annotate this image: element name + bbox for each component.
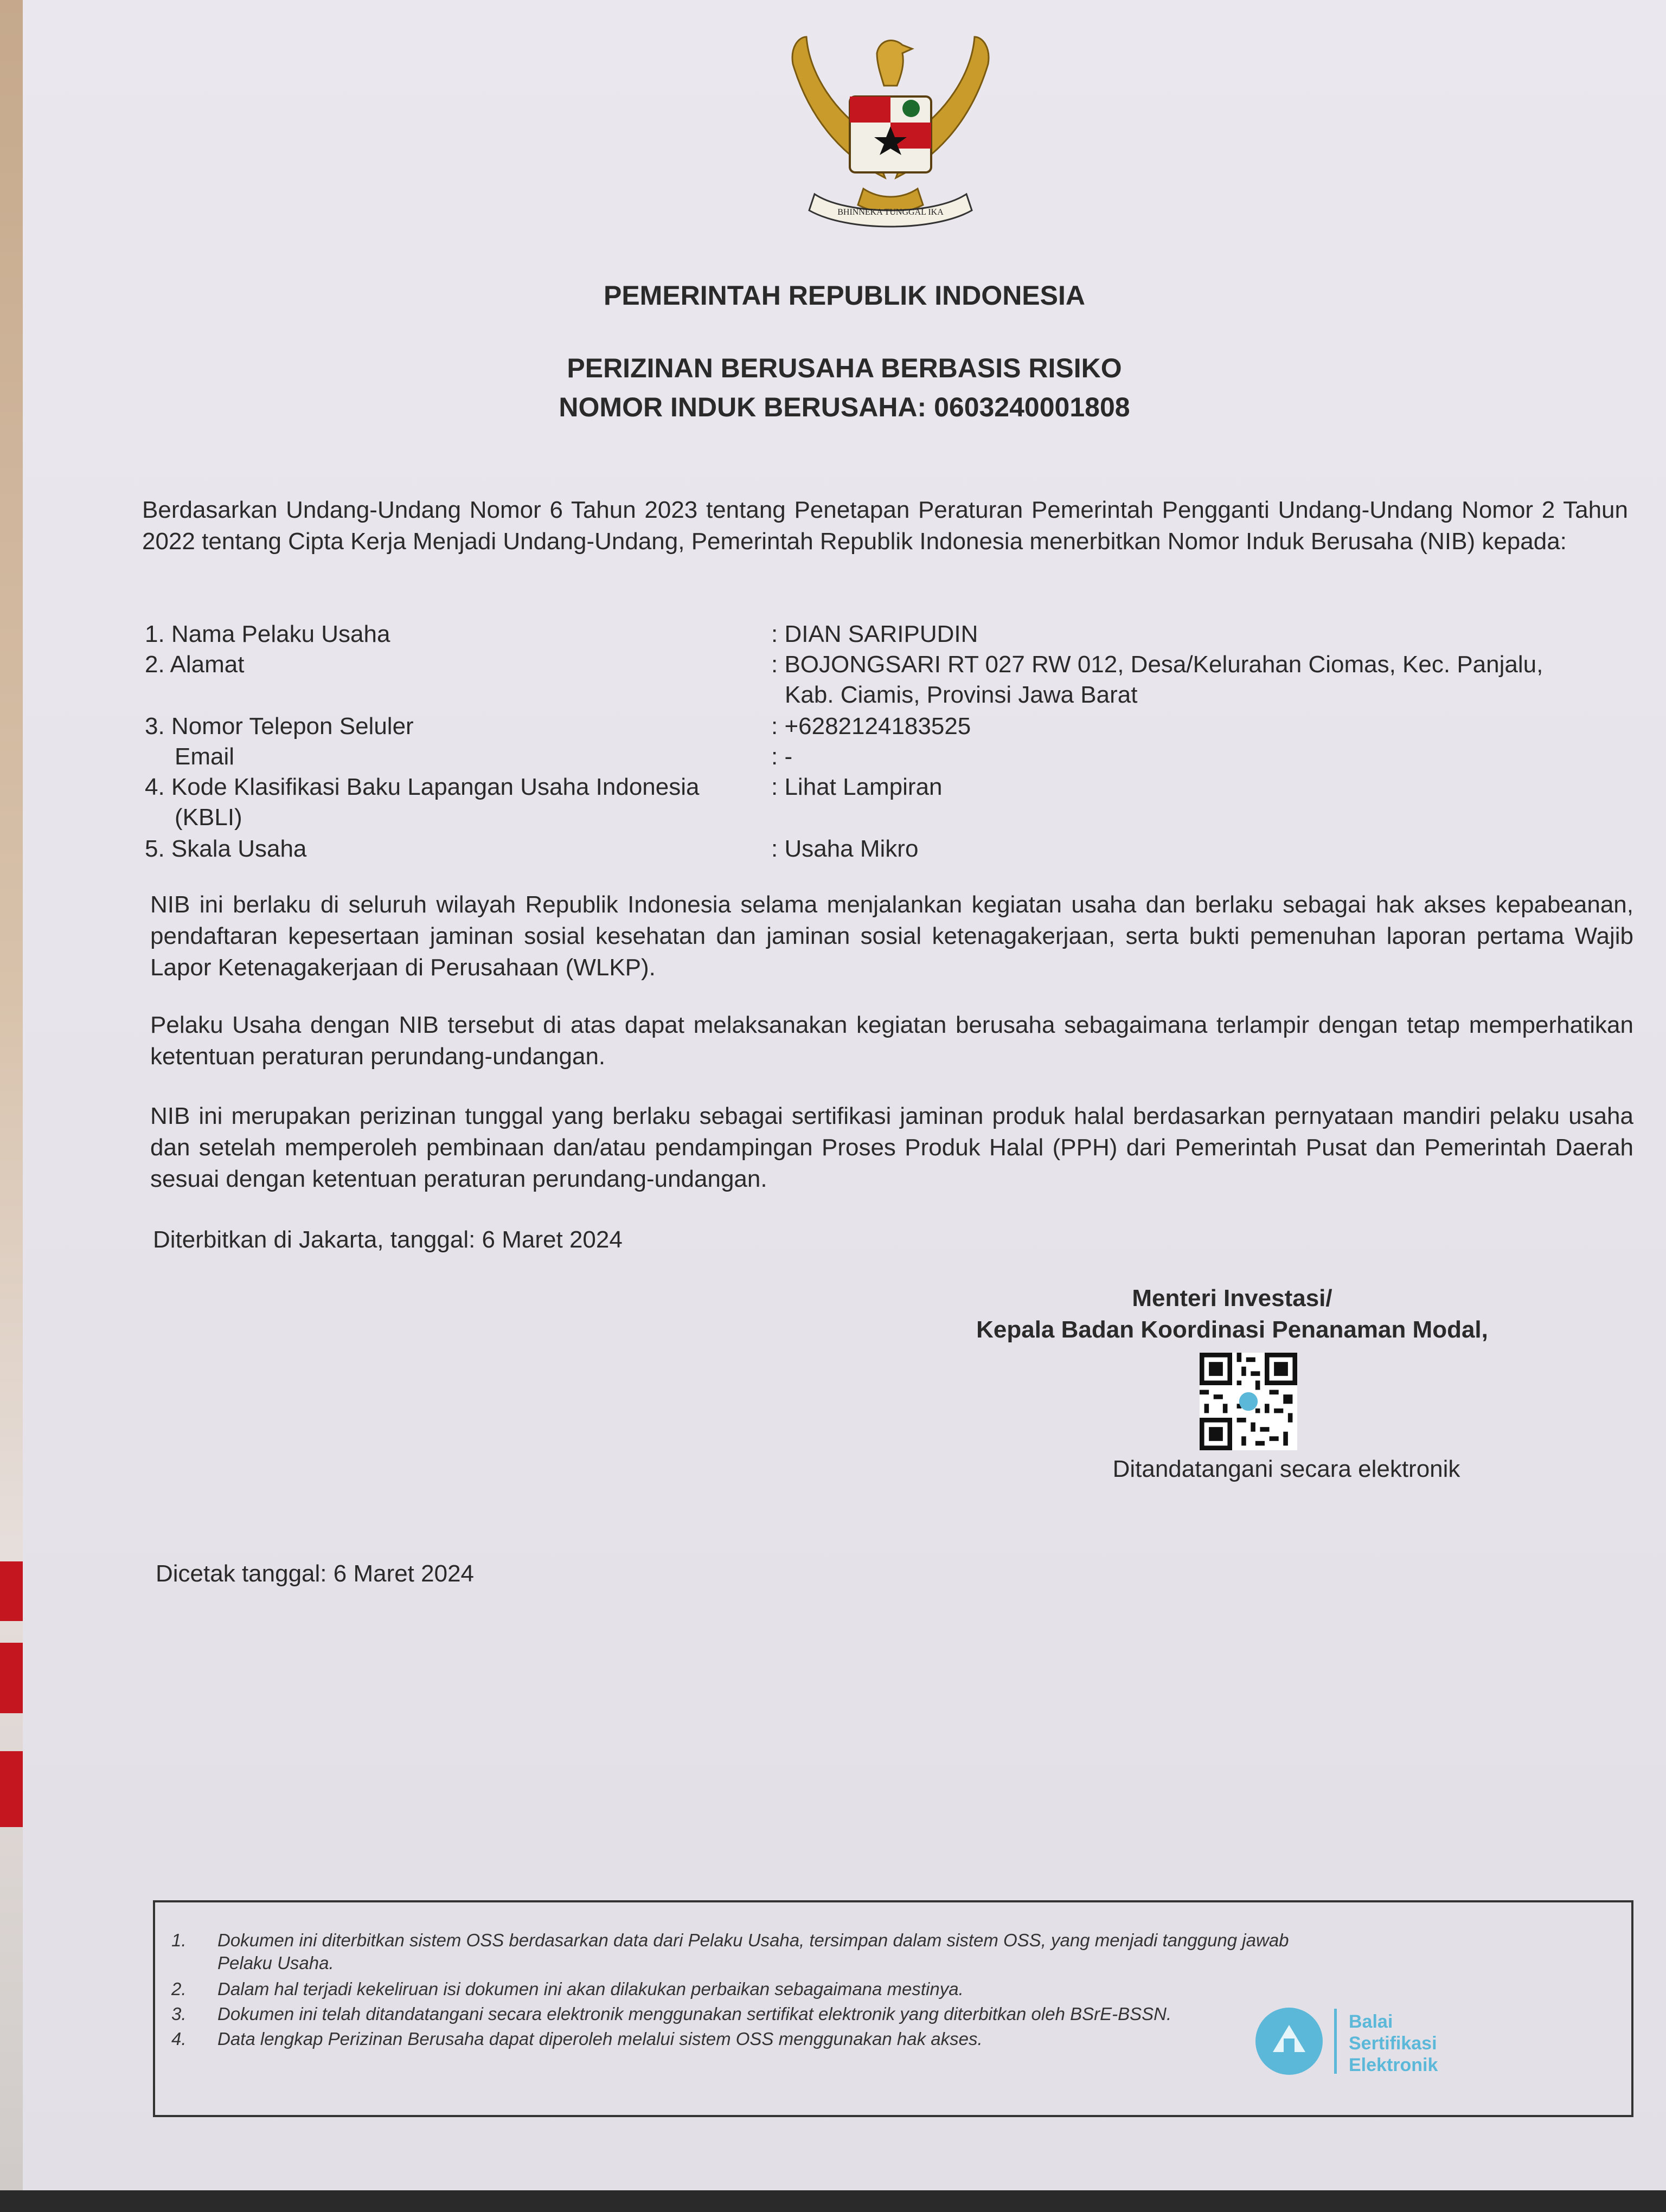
halal-paragraph: NIB ini merupakan perizinan tunggal yang berlaku sebagai sertifikasi jaminan produk halal berdasarkan pernyataan mandiri pelaku usaha dan setelah memperoleh pembinaan dan/atau pendampingan Proses Produk Halal (PPH) dari Pemerintah Pusat dan Pemerintah Daerah sesuai dengan ketentuan peraturan perundang-undangan. — [150, 1103, 1633, 1192]
note-text: Data lengkap Perizinan Berusaha dapat diperoleh melalui sistem OSS menggunakan hak akses. — [217, 2029, 983, 2049]
field-label-kbli: 4. Kode Klasifikasi Baku Lapangan Usaha Indonesia — [145, 774, 700, 800]
nib-number-heading: NOMOR INDUK BERUSAHA: 0603240001808 — [559, 392, 1130, 422]
field-label-alamat: 2. Alamat — [145, 651, 245, 678]
note-number: 4. — [171, 2029, 187, 2049]
document-title: PERIZINAN BERUSAHA BERBASIS RISIKO — [567, 353, 1122, 383]
svg-text:BHINNEKA TUNGGAL IKA: BHINNEKA TUNGGAL IKA — [837, 208, 944, 217]
nib-document — [23, 0, 1666, 2190]
field-value-alamat-line2: Kab. Ciamis, Provinsi Jawa Barat — [785, 681, 1138, 708]
field-value-telepon: : +6282124183525 — [771, 713, 971, 740]
bsre-logo-icon — [1254, 2001, 1482, 2082]
qr-code-icon — [1200, 1353, 1297, 1450]
svg-text:Elektronik: Elektronik — [1349, 2055, 1438, 2075]
field-label-kbli-line2: (KBLI) — [175, 804, 242, 831]
field-value-skala: : Usaha Mikro — [771, 835, 919, 862]
nib-validity-paragraph: NIB ini berlaku di seluruh wilayah Republik Indonesia selama menjalankan kegiatan usaha dan berlaku sebagai hak akses kepabeanan, pendaftaran kepesertaan jaminan sosial kesehatan dan jaminan sosial ketenagakerjaan, serta bukti pemenuhan laporan pertama Wajib Lapor Ketenagakerjaan di Perusahaan (WLKP). — [150, 891, 1633, 981]
pelaku-usaha-paragraph: Pelaku Usaha dengan NIB tersebut di atas dapat melaksanakan kegiatan berusaha sebagaimana terlampir dengan tetap memperhatikan ketentuan peraturan perundang-undangan. — [150, 1012, 1633, 1070]
note-number: 1. — [171, 1930, 187, 1950]
field-value-email: : - — [771, 743, 793, 770]
background-red-object — [0, 1751, 24, 1827]
government-heading: PEMERINTAH REPUBLIK INDONESIA — [603, 280, 1085, 311]
note-number: 2. — [171, 1979, 187, 1999]
note-text: Dalam hal terjadi kekeliruan isi dokumen ini akan dilakukan perbaikan sebagaimana mestinya. — [217, 1979, 964, 1999]
svg-text:Balai: Balai — [1349, 2011, 1393, 2032]
note-text: Dokumen ini telah ditandatangani secara elektronik menggunakan sertifikat elektronik yang diterbitkan oleh BSrE-BSSN. — [217, 2004, 1172, 2024]
signatory-title-line1: Menteri Investasi/ — [1132, 1285, 1332, 1311]
field-value-alamat: : BOJONGSARI RT 027 RW 012, Desa/Kelurahan Ciomas, Kec. Panjalu, — [771, 651, 1543, 678]
printed-date: Dicetak tanggal: 6 Maret 2024 — [156, 1560, 475, 1587]
electronic-signature-label: Ditandatangani secara elektronik — [1112, 1456, 1460, 1482]
svg-text:Sertifikasi: Sertifikasi — [1349, 2033, 1437, 2054]
note-text: Dokumen ini diterbitkan sistem OSS berdasarkan data dari Pelaku Usaha, tersimpan dalam sistem OSS, yang menjadi tanggung jawab — [217, 1930, 1289, 1950]
note-number: 3. — [171, 2004, 187, 2024]
field-label-skala: 5. Skala Usaha — [145, 835, 307, 862]
note-text-continued: Pelaku Usaha. — [217, 1953, 334, 1973]
background-bottom-strip — [0, 2190, 1666, 2212]
intro-paragraph: Berdasarkan Undang-Undang Nomor 6 Tahun 2023 tentang Penetapan Peraturan Pemerintah Pengganti Undang-Undang Nomor 2 Tahun 2022 tentang Cipta Kerja Menjadi Undang-Undang, Pemerintah Republik Indonesia menerbitkan Nomor Induk Berusaha (NIB) kepada: — [142, 497, 1628, 555]
field-label-nama: 1. Nama Pelaku Usaha — [145, 621, 390, 647]
field-label-telepon: 3. Nomor Telepon Seluler — [145, 713, 414, 740]
signatory-title-line2: Kepala Badan Koordinasi Penanaman Modal, — [976, 1316, 1488, 1343]
field-value-nama: : DIAN SARIPUDIN — [771, 621, 978, 647]
garuda-pancasila-emblem-icon — [777, 15, 1004, 243]
field-value-kbli: : Lihat Lampiran — [771, 774, 943, 800]
issued-date: Diterbitkan di Jakarta, tanggal: 6 Maret 2024 — [153, 1226, 623, 1253]
field-label-email: Email — [175, 743, 235, 770]
